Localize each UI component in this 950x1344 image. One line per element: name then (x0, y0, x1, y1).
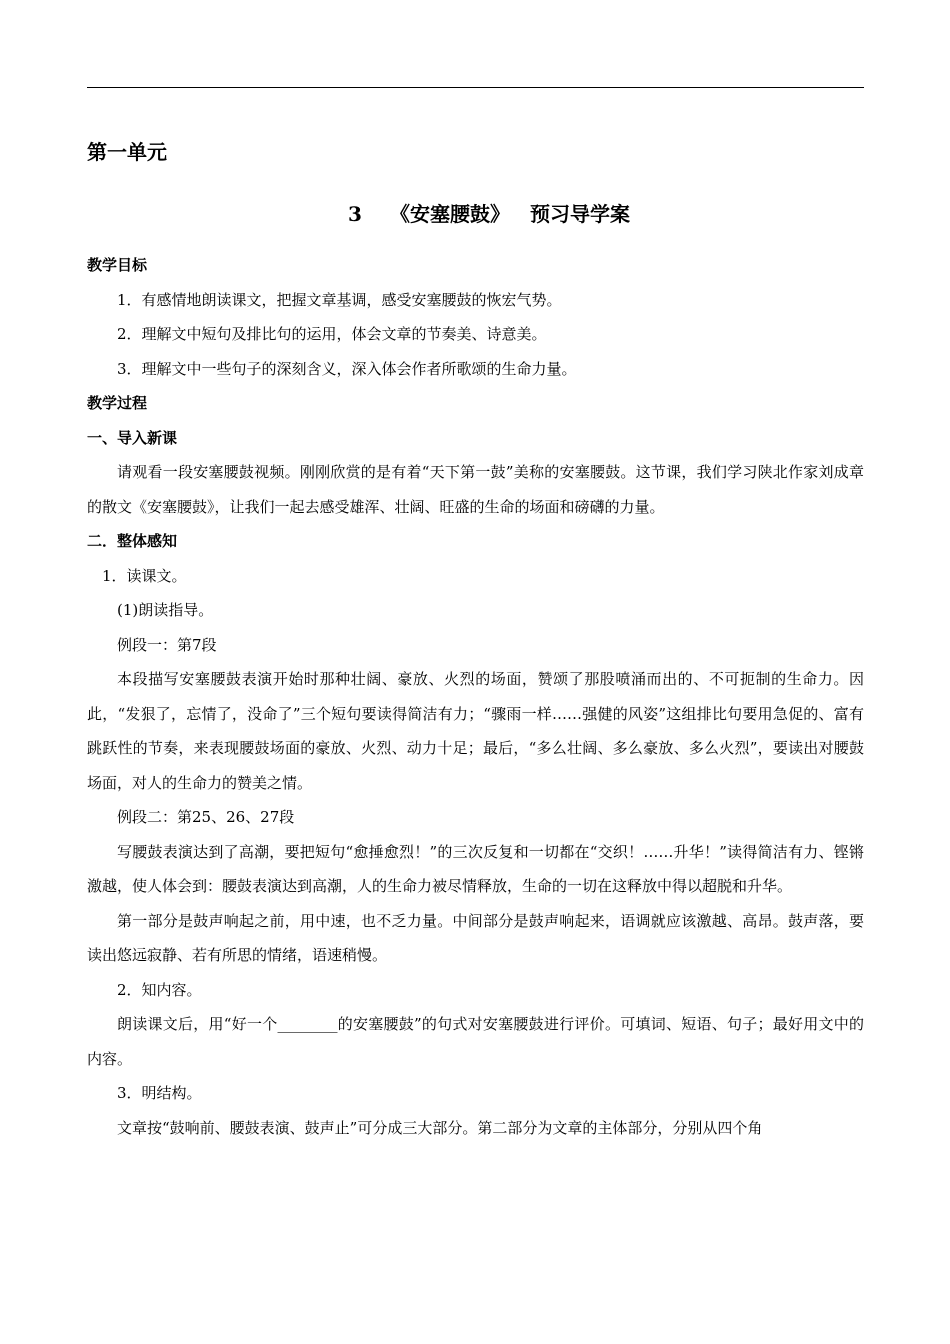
example2-title: 例段二：第25、26、27段 (117, 808, 295, 826)
lesson-name: 《安塞腰鼓》 (389, 202, 510, 226)
parts-text: 第一部分是鼓声响起之前，用中速，也不乏力量。中间部分是鼓声响起来，语调就应该激越、高昂。鼓声落，要读出悠远寂静、若有所思的情绪，语速稍慢。 (87, 911, 864, 964)
guide-title: (1)朗读指导。 (117, 601, 214, 619)
know-title: 2．知内容。 (117, 980, 202, 999)
section-intro-heading: 一、导入新课 (87, 428, 178, 447)
section-intro-text: 请观看一段安塞腰鼓视频。刚刚欣赏的是有着“天下第一鼓”美称的安塞腰鼓。这节课，我们学习陕北作家刘成章的散文《安塞腰鼓》，让我们一起去感受雄浑、壮阔、旺盛的生命的场面和磅礴的力量。 (87, 463, 864, 516)
goal-item: 2．理解文中短句及排比句的运用，体会文章的节奏美、诗意美。 (117, 325, 547, 343)
know-text: 朗读课文后，用“好一个________的安塞腰鼓”的句式对安塞腰鼓进行评价。可填词、短语、句子；最好用文中的内容。 (87, 1015, 864, 1068)
structure-text: 文章按“鼓响前、腰鼓表演、鼓声止”可分成三大部分。第二部分为文章的主体部分，分别从四个角 (117, 1118, 763, 1137)
section-overview-heading: 二．整体感知 (87, 532, 178, 550)
lesson-subtitle: 预习导学案 (529, 202, 630, 226)
example1-title: 例段一：第7段 (117, 635, 217, 654)
goals-heading: 教学目标 (87, 256, 148, 274)
unit-heading: 第一单元 (87, 140, 167, 164)
example1-text: 本段描写安塞腰鼓表演开始时那种壮阔、豪放、火烈的场面，赞颂了那股喷涌而出的、不可扼制的生命力。因此，“发狠了，忘情了，没命了”三个短句要读得简洁有力；“骤雨一样……强健的风姿”这组排比句要用急促的、富有跳跃性的节奏，来表现腰鼓场面的豪放、火烈、动力十足；最后，“多么壮阔、多么豪放、多么火烈”，要读出对腰鼓场面，对人的生命力的赞美之情。 (87, 670, 864, 792)
read-title: 1．读课文。 (102, 566, 187, 585)
goal-item: 1．有感情地朗读课文，把握文章基调，感受安塞腰鼓的恢宏气势。 (117, 290, 562, 309)
goal-item: 3．理解文中一些句子的深刻含义，深入体会作者所歌颂的生命力量。 (117, 359, 577, 378)
structure-title: 3．明结构。 (117, 1084, 202, 1102)
lesson-title (0, 201, 950, 227)
lesson-number: 3 (348, 202, 362, 226)
document-body (87, 248, 864, 1145)
example2-text: 写腰鼓表演达到了高潮，要把短句“愈捶愈烈！”的三次反复和一切都在“交织！……升华！”读得简洁有力、铿锵激越，使人体会到：腰鼓表演达到高潮，人的生命力被尽情释放，生命的一切在这释放中得以超脱和升华。 (87, 842, 864, 895)
header-rule (87, 87, 864, 88)
process-heading: 教学过程 (87, 394, 148, 412)
